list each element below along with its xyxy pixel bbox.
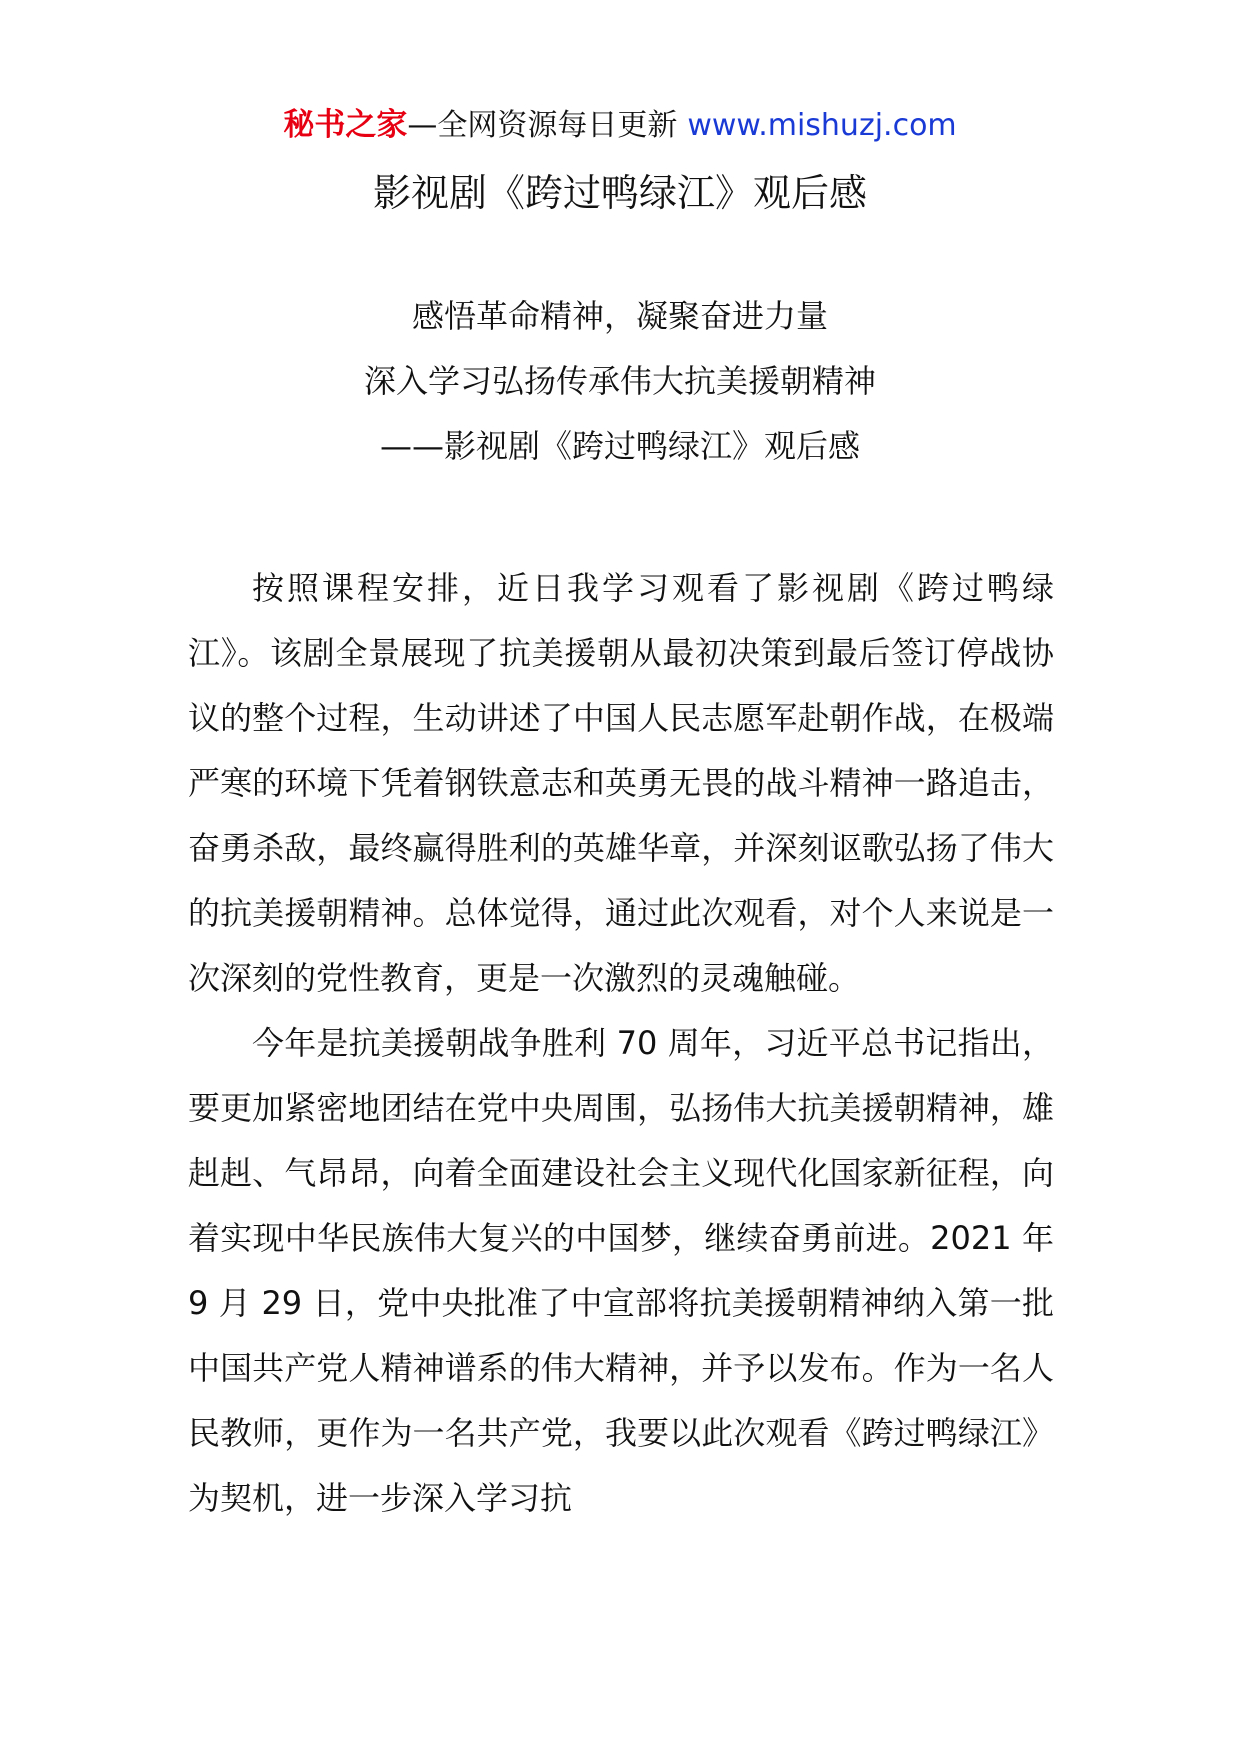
- body-paragraph: 今年是抗美援朝战争胜利 70 周年，习近平总书记指出，要更加紧密地团结在党中央周围，弘扬伟大抗美援朝精神，雄赳赳、气昂昂，向着全面建设社会主义现代化国家新征程，向着实现中华民族伟大复兴的中国梦，继续奋勇前进。2021 年 9 月 29 日，党中央批准了中宣部将抗美援朝精神纳入第一批中国共产党人精神谱系的伟大精神，并予以发布。作为一名人民教师，更作为一名共产党，我要以此次观看《跨过鸭绿江》为契机，进一步深入学习抗: [188, 1024, 1054, 1517]
- site-header: [0, 100, 1240, 151]
- subtitle-line: 深入学习弘扬传承伟大抗美援朝精神: [363, 362, 876, 400]
- body-paragraph: 按照课程安排，近日我学习观看了影视剧《跨过鸭绿江》。该剧全景展现了抗美援朝从最初决策到最后签订停战协议的整个过程，生动讲述了中国人民志愿军赴朝作战，在极端严寒的环境下凭着钢铁意志和英勇无畏的战斗精神一路追击，奋勇杀敌，最终赢得胜利的英雄华章，并深刻讴歌弘扬了伟大的抗美援朝精神。总体觉得，通过此次观看，对个人来说是一次深刻的党性教育，更是一次激烈的灵魂触碰。: [188, 569, 1054, 997]
- body-text: [188, 556, 1054, 1531]
- subtitle-block: [0, 294, 1240, 489]
- document-title: 影视剧《跨过鸭绿江》观后感: [372, 171, 867, 215]
- site-slogan: —全网资源每日更新: [407, 108, 678, 143]
- site-name: 秘书之家: [283, 107, 408, 143]
- site-url-link[interactable]: www.mishuzj.com: [687, 108, 957, 143]
- subtitle-line: 感悟革命精神，凝聚奋进力量: [411, 297, 828, 335]
- subtitle-line: ——影视剧《跨过鸭绿江》观后感: [379, 427, 860, 465]
